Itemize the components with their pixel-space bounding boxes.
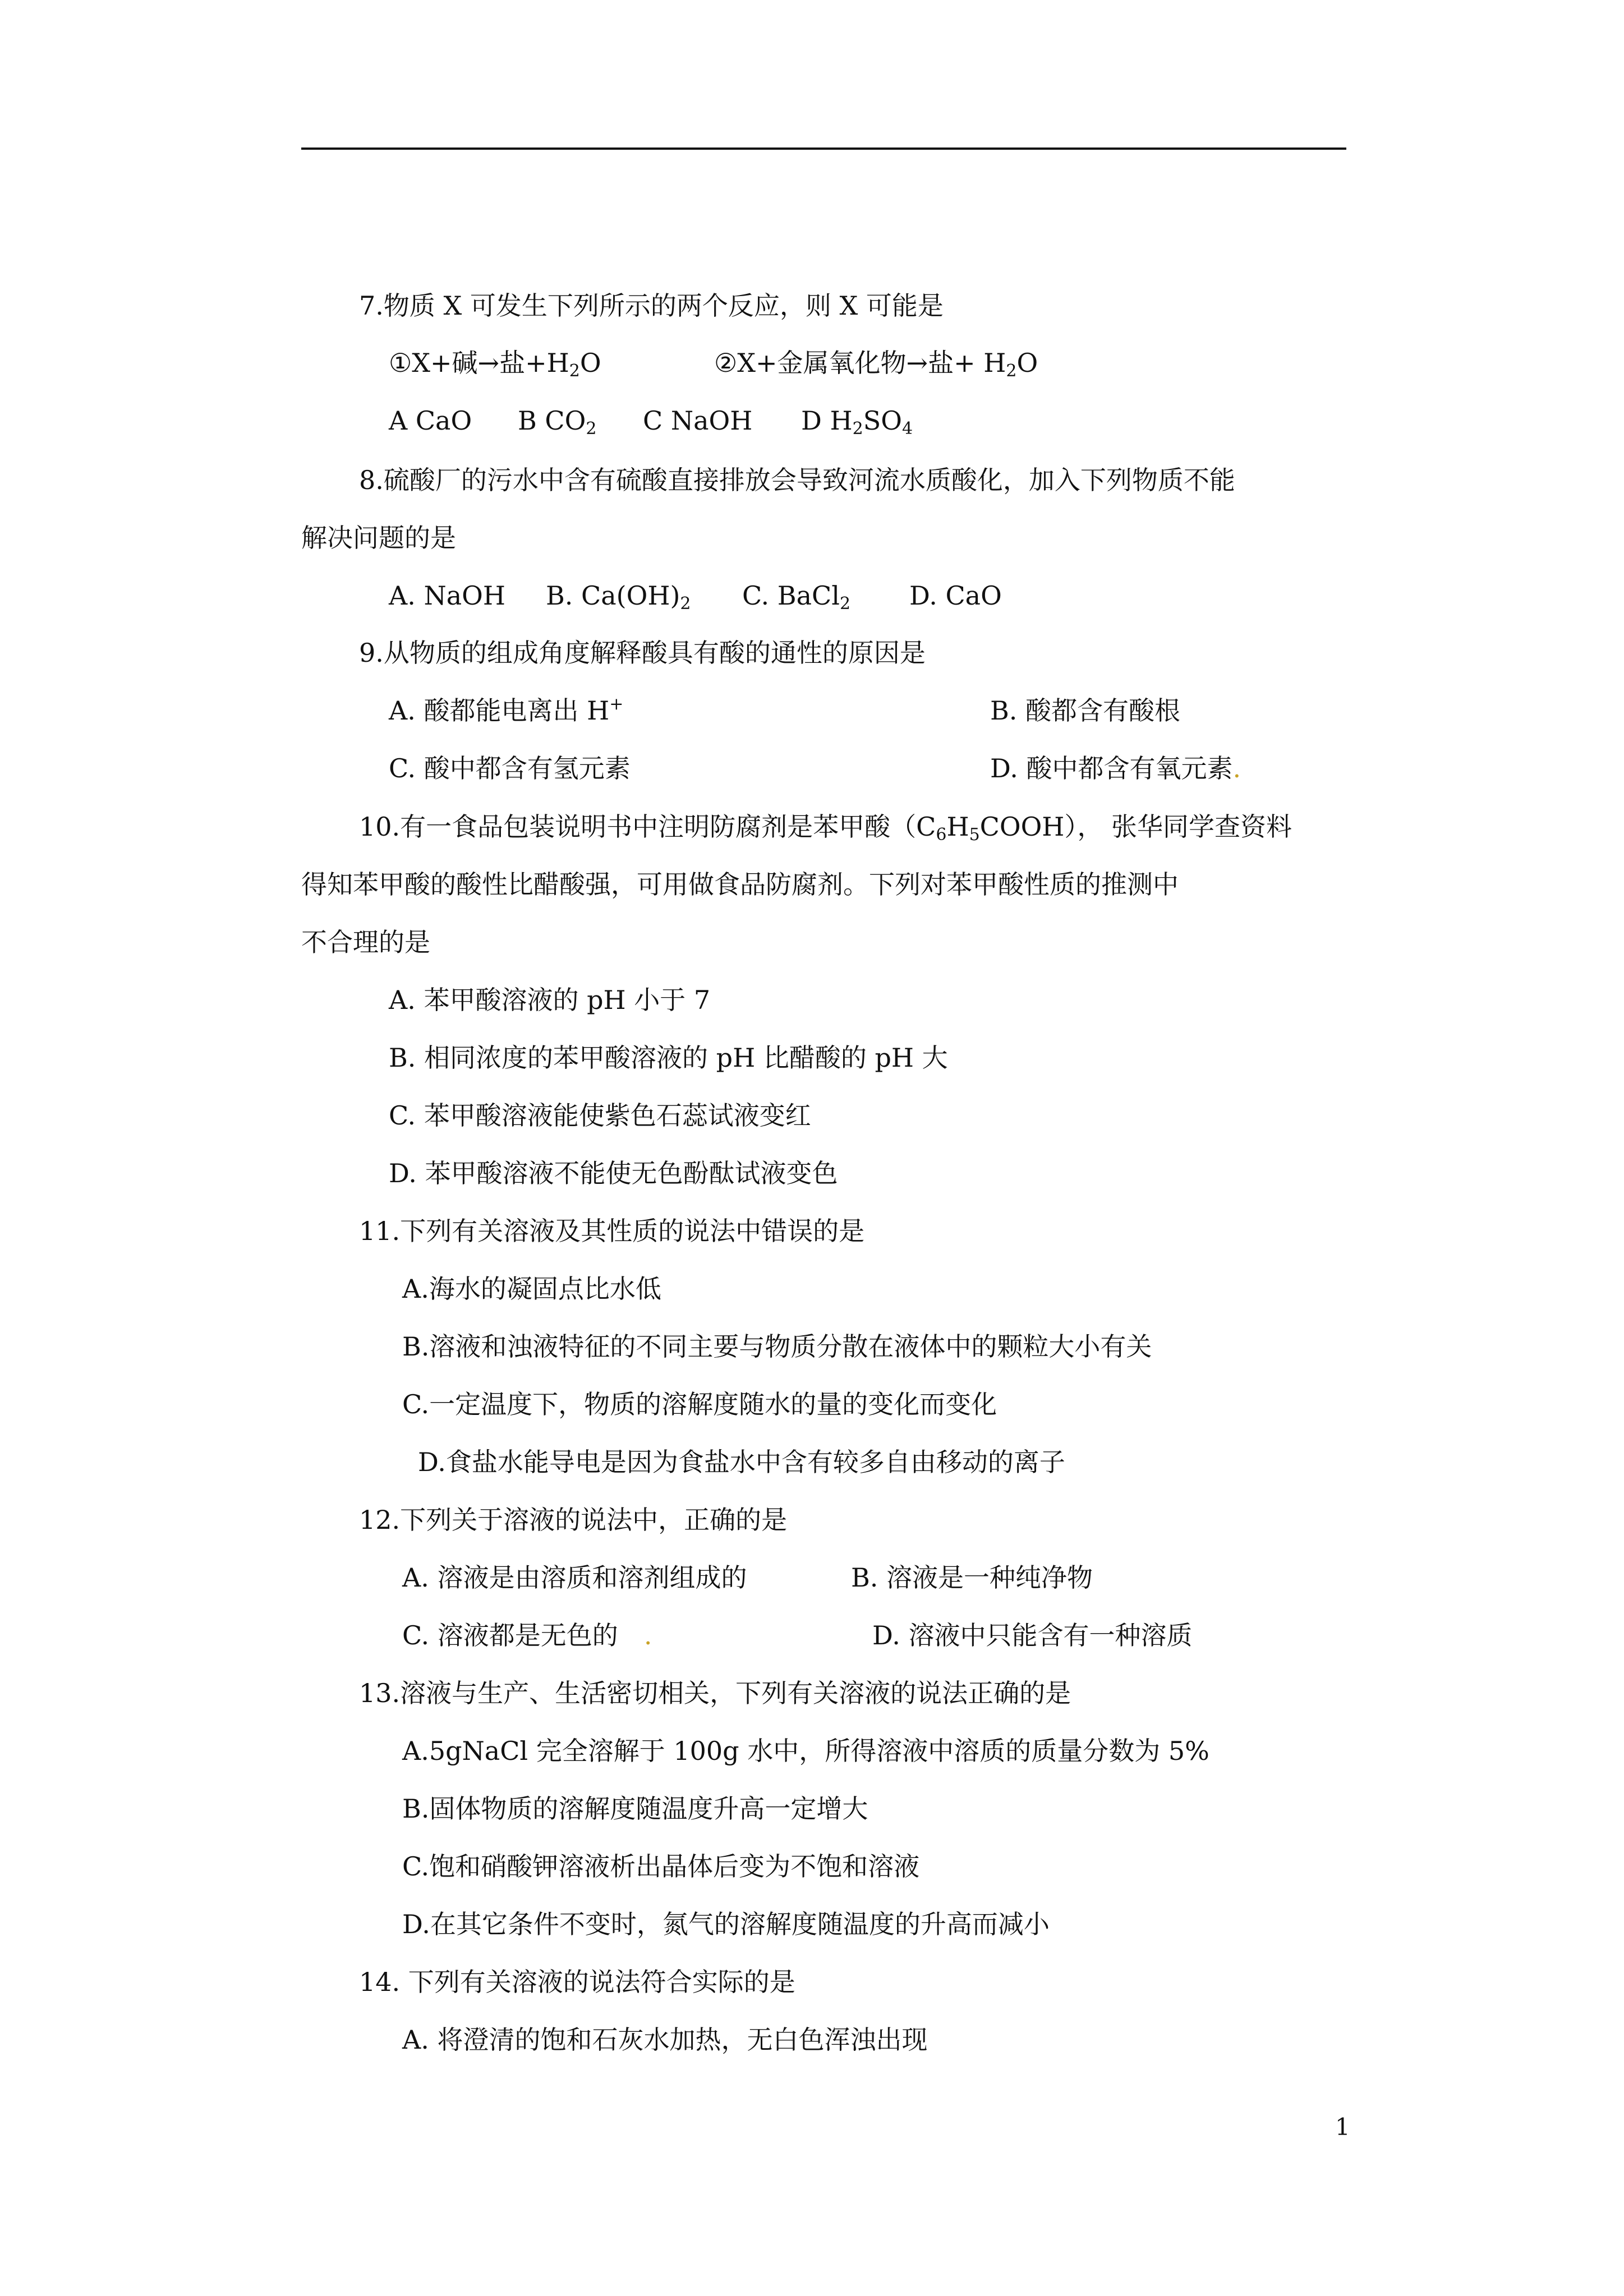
q11-option-b: B.溶液和浊液特征的不同主要与物质分散在液体中的颗粒大小有关 xyxy=(402,1331,1152,1362)
q11-stem: 11.下列有关溶液及其性质的说法中错误的是 xyxy=(359,1216,865,1246)
q8-option-c: C. BaCl$_2$ xyxy=(742,580,851,614)
q8-stem-line-2: 解决问题的是 xyxy=(301,523,456,553)
q10-stem-line-3: 不合理的是 xyxy=(301,927,430,957)
q11-option-c: C.一定温度下，物质的溶解度随水的量的变化而变化 xyxy=(402,1389,997,1419)
q12-stem: 12.下列关于溶液的说法中，正确的是 xyxy=(359,1505,788,1535)
q10-stem-line-1: 10.有一食品包装说明书中注明防腐剂是苯甲酸$(C_6H_5COOH)$， 张华同学查资料 xyxy=(359,812,1292,845)
q10-option-b: B. 相同浓度的苯甲酸溶液的 pH 比醋酸的 pH 大 xyxy=(389,1043,948,1073)
q8-stem-line-1: 8.硫酸厂的污水中含有硫酸直接排放会导致河流水质酸化，加入下列物质不能 xyxy=(359,465,1235,495)
q12-option-a: A. 溶液是由溶质和溶剂组成的 xyxy=(402,1562,747,1593)
q12-option-d: D. 溶液中只能含有一种溶质 xyxy=(872,1620,1193,1650)
page-number: 1 xyxy=(1335,2113,1350,2141)
q12-option-c: C. 溶液都是无色的 . xyxy=(402,1620,652,1650)
q7-option-b: B $CO_2$ xyxy=(518,405,597,439)
q8-option-d: D. CaO xyxy=(909,580,1002,611)
q9-option-d: D. 酸中都含有氧元素. xyxy=(990,753,1241,783)
q7-option-c: C NaOH xyxy=(643,405,753,436)
q10-stem-line-2: 得知苯甲酸的酸性比醋酸强，可用做食品防腐剂。下列对苯甲酸性质的推测中 xyxy=(301,869,1179,900)
q7-option-a: A CaO xyxy=(389,405,472,436)
q13-stem: 13.溶液与生产、生活密切相关，下列有关溶液的说法正确的是 xyxy=(359,1678,1071,1708)
q9-option-b: B. 酸都含有酸根 xyxy=(990,695,1181,726)
q8-option-a: A. NaOH xyxy=(389,580,505,611)
q12-option-b: B. 溶液是一种纯净物 xyxy=(851,1562,1093,1593)
header-rule xyxy=(301,147,1346,150)
q8-option-b: B. $Ca(OH)_2$ xyxy=(546,580,691,614)
q13-option-b: B.固体物质的溶解度随温度升高一定增大 xyxy=(402,1794,868,1824)
q10-option-d: D. 苯甲酸溶液不能使无色酚酞试液变色 xyxy=(389,1158,838,1188)
q10-option-c: C. 苯甲酸溶液能使紫色石蕊试液变红 xyxy=(389,1100,811,1131)
q13-option-d: D.在其它条件不变时，氮气的溶解度随温度的升高而减小 xyxy=(402,1909,1050,1939)
q11-option-a: A.海水的凝固点比水低 xyxy=(402,1274,661,1304)
q9-option-a: A. 酸都能电离出 H+ xyxy=(389,694,624,726)
q7-stem: 7.物质 X 可发生下列所示的两个反应，则 X 可能是 xyxy=(359,291,944,321)
q10-option-a: A. 苯甲酸溶液的 pH 小于 7 xyxy=(389,985,711,1015)
q7-reaction-2: ②X+金属氧化物→盐+ $H_2O$ xyxy=(714,348,1038,381)
q14-stem: 14. 下列有关溶液的说法符合实际的是 xyxy=(359,1967,795,1997)
q13-option-a: A.5gNaCl 完全溶解于 100g 水中，所得溶液中溶质的质量分数为 5% xyxy=(402,1736,1209,1766)
q11-option-d: D.食盐水能导电是因为食盐水中含有较多自由移动的离子 xyxy=(418,1447,1065,1477)
q14-option-a: A. 将澄清的饱和石灰水加热，无白色浑浊出现 xyxy=(402,2025,928,2055)
q9-option-c: C. 酸中都含有氢元素 xyxy=(389,753,631,783)
q7-reaction-1: ①X+碱→盐$+H_2O$ xyxy=(389,348,601,381)
q13-option-c: C.饱和硝酸钾溶液析出晶体后变为不饱和溶液 xyxy=(402,1851,920,1882)
q9-stem: 9.从物质的组成角度解释酸具有酸的通性的原因是 xyxy=(359,638,926,668)
q7-option-d: D $H_2SO_4$ xyxy=(801,405,913,439)
